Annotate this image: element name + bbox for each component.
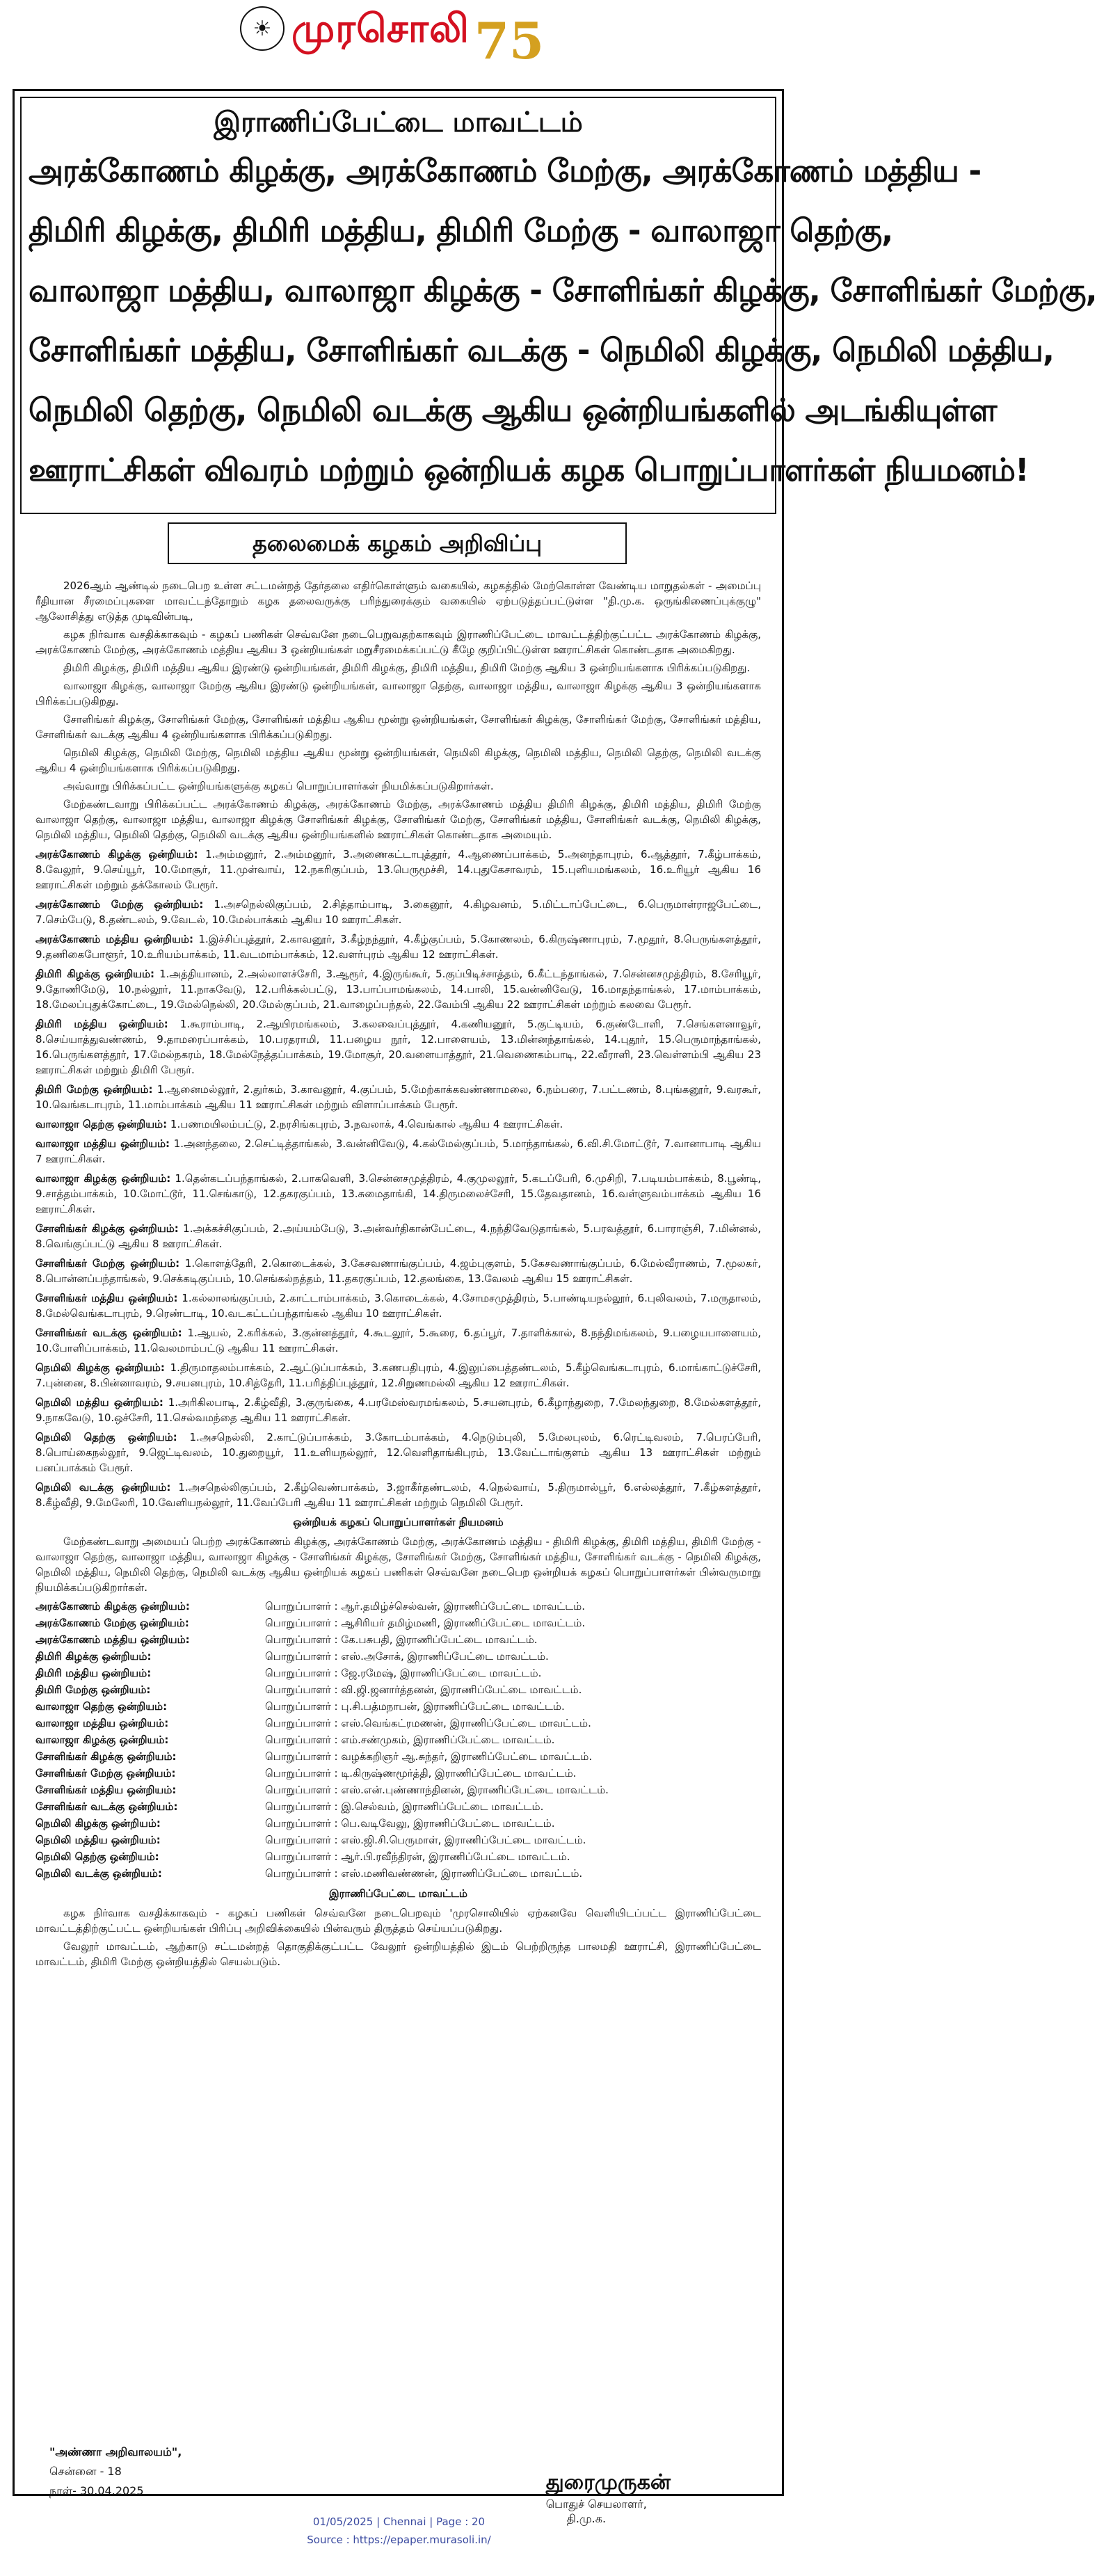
appointment-person: பொறுப்பாளர் : வி.ஜி.ஜனார்த்தனன், இராணிப்பேட்டை மாவட்டம். [265,1683,582,1696]
union-entry [35,1117,761,1132]
anniversary-badge [473,4,550,74]
union-name: திமிரி மேற்கு ஒன்றியம்: [35,1083,153,1096]
union-panchayats: 1.இச்சிப்புத்தூர், 2.காவனூர், 3.கீழ்நந்தூர், 4.கீழ்குப்பம், 5.கோணலம், 6.கிருஷ்ணாபுரம், 7.மூதூர், 8.பெருங்களத்தூர், 9.தணிகைபோளூர், 10.உரியம்பாக்கம், 11.வடமாம்பாக்கம், 12.வளர்புரம் ஆகிய 12 ஊராட்சிகள். [35,933,761,961]
appointment-union: சோளிங்கர் கிழக்கு ஒன்றியம்: [35,1750,177,1763]
union-panchayats: 1.பணமயிலம்பட்டு, 2.நரசிங்கபுரம், 3.நவலாக், 4.வெங்கால் ஆகிய 4 ஊராட்சிகள். [170,1118,563,1130]
closing-paragraph: வேலூர் மாவட்டம், ஆற்காடு சட்டமன்றத் தொகுதிக்குட்பட்ட வேலூர் ஒன்றியத்தில் இடம் பெற்றிருந்த பாலமதி ஊராட்சி, இராணிப்பேட்டை மாவட்டம், திமிரி மேற்கு ஒன்றியத்தில் செயல்படும். [35,1940,761,1968]
appointment-row [35,1815,761,1832]
masthead [0,0,798,82]
union-name: நெமிலி தெற்கு ஒன்றியம்: [35,1431,177,1443]
union-entry [35,1136,761,1167]
intro-paragraph: நெமிலி கிழக்கு, நெமிலி மேற்கு, நெமிலி மத்திய ஆகிய மூன்று ஒன்றியங்கள், நெமிலி கிழக்கு, நெமிலி மத்திய, நெமிலி தெற்கு, நெமிலி வடக்கு ஆகிய 4 ஒன்றியங்களாக பிரிக்கப்படுகிறது. [35,746,761,774]
anniversary-number: 75 [474,11,545,70]
district-title: இராணிப்பேட்டை மாவட்டம் [214,106,583,138]
appointment-person: பொறுப்பாளர் : எஸ்.மணிவண்ணன், இராணிப்பேட்டை மாவட்டம். [265,1867,583,1880]
appointment-person: பொறுப்பாளர் : டி.கிருஷ்ணமூர்த்தி, இராணிப்பேட்டை மாவட்டம். [265,1767,577,1779]
notice-label: தலைமைக் கழகம் அறிவிப்பு [168,522,627,564]
appointment-person: பொறுப்பாளர் : ஆர்.பி.ரவீந்திரன், இராணிப்பேட்டை மாவட்டம். [265,1850,570,1863]
signatory-name: துரைமுருகன் [545,2470,671,2495]
union-panchayats: 1.அனந்தலை, 2.செட்டித்தாங்கல், 3.வன்னிவேடு, 4.கல்மேல்குப்பம், 5.மாந்தாங்கல், 6.வி.சி.மோட்டூர், 7.வானாபாடி ஆகிய 7 ஊராட்சிகள். [35,1137,761,1165]
appointment-row [35,1631,761,1648]
appointment-union: திமிரி மத்திய ஒன்றியம்: [35,1667,152,1679]
notice-body [35,578,761,1972]
appointment-row [35,1615,761,1631]
appointment-person: பொறுப்பாளர் : ஜே.ரமேஷ், இராணிப்பேட்டை மாவட்டம். [265,1667,542,1679]
appointment-row [35,1731,761,1748]
appointment-union: வாலாஜா கிழக்கு ஒன்றியம்: [35,1734,169,1746]
union-name: திமிரி மத்திய ஒன்றியம்: [35,1018,168,1030]
headline-line: அரக்கோணம் கிழக்கு, அரக்கோணம் மேற்கு, அரக்கோணம் மத்திய - [29,152,982,189]
appointment-union: அரக்கோணம் கிழக்கு ஒன்றியம்: [35,1600,190,1613]
appointment-row [35,1748,761,1765]
union-panchayats: 1.தென்கடப்பந்தாங்கல், 2.பாகவெளி, 3.சென்னசமுத்திரம், 4.குமுலலூர், 5.கடப்பேரி, 6.முசிறி, 7.படியம்பாக்கம், 8.பூண்டி, 9.சாத்தம்பாக்கம், 10.மோட்டூர், 11.செங்காடு, 12.தகரகுப்பம், 13.சுமைதாங்கி, 14.திருமலைச்சேரி, 15.தேவதானம், 16.வள்ளுவம்பாக்கம் ஆகிய 16 ஊராட்சிகள். [35,1172,761,1215]
union-panchayats: 1.கூராம்பாடி, 2.ஆயிரமங்கலம், 3.கலவைப்புத்தூர், 4.கணியனூர், 5.குட்டியம், 6.குண்டோளி, 7.செங்களனாவூர், 8.செய்யாத்துவண்ணம், 9.தாமரைப்பாக்கம், 10.பரதராமி, 11.பழைய நூர், 12.பாளையம், 13.மின்னந்தாங்கல், 14.புதூர், 15.பெருமாந்தாங்கல், 16.பெருங்களத்தூர், 17.மேல்நகரம், 18.மேல்நேத்தப்பாக்கம், 19.மோசூர், 20.வளையாத்தூர், 21.வெணைகம்பாடி, 22.வீராளி, 23.வெள்ளம்பி ஆகிய 23 ஊராட்சிகள் மற்றும் திமிரி பேரூர். [35,1018,761,1076]
union-entry [35,1290,761,1321]
union-panchayats: 1.அத்தியானம், 2.அல்லாளச்சேரி, 3.ஆரூர், 4.இருங்கூர், 5.குப்பிடிச்சாத்தம், 6.கீட்டந்தாங்கல், 7.சென்னசமுத்திரம், 8.சேரியூர், 9.தோணிமேடு, 10.நல்லூர், 11.நாகவேடு, 12.பரிக்கல்பட்டு, 13.பாப்பாமங்கலம், 14.பாலி, 15.வன்னிவேடு, 16.மாதந்தாங்கல், 17.மாம்பாக்கம், 18.மேலப்புதுக்கோட்டை, 19.மேல்நெல்லி, 20.மேல்குப்பம், 21.வாழைப்பந்தல், 22.வேம்பி ஆகிய 22 ஊராட்சிகள் மற்றும் கலவை பேரூர். [35,968,761,1011]
union-panchayats: 1.அசநெல்லி, 2.காட்டுப்பாக்கம், 3.கோடம்பாக்கம், 4.நெடும்புலி, 5.மேலபுலம், 6.ரெட்டிவலம், 7.பெரப்பேரி, 8.பொய்கைநல்லூர், 9.ஜெட்டிவலம், 10.துறையூர், 11.உளியநல்லூர், 12.வெளிதாங்கிபுரம், 13.வேட்டாங்குளம் ஆகிய 13 ஊராட்சிகள் மற்றும் பனப்பாக்கம் பேரூர். [35,1431,761,1474]
appointment-union: வாலாஜா தெற்கு ஒன்றியம்: [35,1700,168,1713]
union-name: நெமிலி கிழக்கு ஒன்றியம்: [35,1361,165,1374]
union-name: சோளிங்கர் மேற்கு ஒன்றியம்: [35,1257,180,1270]
appointment-person: பொறுப்பாளர் : பெ.வடிவேலு, இராணிப்பேட்டை மாவட்டம். [265,1817,555,1830]
signatory-designation: பொதுச் செயலாளர், [545,2497,647,2511]
page-footer-source[interactable]: Source : https://epaper.murasoli.in/ [307,2534,491,2546]
union-panchayats: 1.ஆனைமல்லூர், 2.துர்கம், 3.காவனூர், 4.குப்பம், 5.மேற்காக்கவண்ணாமலை, 6.நம்பரை, 7.பட்டணம், 8.புங்கனூர், 9.வரகூர், 10.வெங்கடாபுரம், 11.மாம்பாக்கம் ஆகிய 11 ஊராட்சிகள் மற்றும் விளாப்பாக்கம் பேரூர். [35,1083,761,1111]
union-name: நெமிலி வடக்கு ஒன்றியம்: [35,1481,171,1494]
union-name: சோளிங்கர் வடக்கு ஒன்றியம்: [35,1327,182,1339]
headline-line: ஊராட்சிகள் விவரம் மற்றும் ஒன்றியக் கழக பொறுப்பாளர்கள் நியமனம்! [29,451,1029,488]
appointment-row [35,1598,761,1615]
union-entry [35,1171,761,1217]
masthead-title: முரசொலி [291,6,470,51]
appointment-row [35,1848,761,1865]
footer-city: சென்னை - 18 [49,2465,122,2478]
union-entry [35,1325,761,1356]
signatory-party: தி.மு.க. [566,2512,607,2525]
union-entry [35,847,761,893]
union-entry [35,931,761,962]
union-entry [35,1430,761,1475]
union-panchayats: 1.அரிகிலபாடி, 2.கீழ்வீதி, 3.குருங்கை, 4.பரமேஸ்வரமங்கலம், 5.சயனபுரம், 6.கீழாந்துறை, 7.மேலந்துறை, 8.மேல்களத்தூர், 9.நாகவேடு, 10.ஒச்சேரி, 11.செல்வமந்தை ஆகிய 11 ஊராட்சிகள். [35,1396,761,1424]
appointment-person: பொறுப்பாளர் : வழக்கறிஞர் ஆ.சுந்தர், இராணிப்பேட்டை மாவட்டம். [265,1750,593,1763]
union-name: நெமிலி மத்திய ஒன்றியம்: [35,1396,163,1409]
union-panchayats: 1.திருமாதலம்பாக்கம், 2.ஆட்டுப்பாக்கம், 3.கணபதிபுரம், 4.இலுப்பைத்தண்டலம், 5.கீழ்வெங்கடாபுரம், 6.மாங்காட்டுச்சேரி, 7.புன்னை, 8.பின்னாவரம், 9.சயனபுரம், 10.சித்தேரி, 11.பரித்திப்புத்தூர், 12.சிறுணமல்லி ஆகிய 12 ஊராட்சிகள். [35,1361,762,1389]
appointment-person: பொறுப்பாளர் : எஸ்.ஜி.சி.பெருமாள், இராணிப்பேட்டை மாவட்டம். [265,1834,586,1846]
union-panchayats: 1.அசநெல்லிகுப்பம், 2.சித்தாம்பாடி, 3.கைனூர், 4.கிழவனம், 5.மிட்டாப்பேட்டை, 6.பெருமாள்ராஜபேட்டை, 7.செம்பேடு, 8.தண்டலம், 9.வேடல், 10.மேல்பாக்கம் ஆகிய 10 ஊராட்சிகள். [35,898,762,926]
union-entry [35,1221,761,1251]
union-name: அரக்கோணம் மத்திய ஒன்றியம்: [35,933,193,945]
appointment-person: பொறுப்பாளர் : ஆர்.தமிழ்ச்செல்வன், இராணிப்பேட்டை மாவட்டம். [265,1600,585,1613]
union-entry [35,1395,761,1425]
appointment-person: பொறுப்பாளர் : பு.சி.பத்மநாபன், இராணிப்பேட்டை மாவட்டம். [265,1700,565,1713]
appointment-union: திமிரி மேற்கு ஒன்றியம்: [35,1683,151,1696]
party-emblem-icon: ☀ [240,6,285,51]
footer-address [49,2442,182,2501]
intro-paragraph: மேற்கண்டவாறு பிரிக்கப்பட்ட அரக்கோணம் கிழக்கு, அரக்கோணம் மேற்கு, அரக்கோணம் மத்திய திமிரி கிழக்கு, திமிரி மத்திய, திமிரி மேற்கு வாலாஜா தெற்கு, வாலாஜா மத்திய, வாலாஜா கிழக்கு சோளிங்கர் கிழக்கு, சோளிங்கர் மேற்கு, சோளிங்கர் மத்திய, சோளிங்கர் வடக்கு, நெமிலி கிழக்கு, நெமிலி மத்திய, நெமிலி தெற்கு, நெமிலி வடக்கு ஆகிய ஒன்றியங்களில் ஊராட்சிகள் கொண்டதாக அமையும். [35,798,761,841]
appointment-row [35,1681,761,1698]
appointment-person: பொறுப்பாளர் : எஸ்.அசோக், இராணிப்பேட்டை மாவட்டம். [265,1650,549,1663]
appointments-heading: ஒன்றியக் கழகப் பொறுப்பாளர்கள் நியமனம் [293,1516,504,1528]
union-panchayats: 1.ஆயல், 2.கரிக்கல், 3.குன்னத்தூர், 4.கூடலூர், 5.கூரை, 6.தப்பூர், 7.தாளிக்கால், 8.நந்திமங்கலம், 9.பழையபாளையம், 10.போளிப்பாக்கம், 11.வெலமாம்பட்டு ஆகிய 11 ஊராட்சிகள். [35,1327,761,1354]
appointment-union: நெமிலி மத்திய ஒன்றியம்: [35,1834,161,1846]
footer-date: நாள்- 30.04.2025 [49,2484,144,2497]
intro-paragraph: கழக நிர்வாக வசதிக்காகவும் - கழகப் பணிகள் செவ்வனே நடைபெறுவதற்காகவும் இராணிப்பேட்டை மாவட்டத்திற்குட்பட்ட அரக்கோணம் கிழக்கு, அரக்கோணம் மேற்கு, அரக்கோணம் மத்திய ஆகிய 3 ஒன்றியங்கள் மறுசீரமைக்கப்பட்டு கீழே குறிப்பிட்டுள்ள ஊராட்சிகள் கொண்டதாக அமைகிறது. [35,628,761,656]
appointment-row [35,1698,761,1715]
union-name: வாலாஜா கிழக்கு ஒன்றியம்: [35,1172,171,1185]
union-panchayats: 1.அசநெல்லிகுப்பம், 2.கீழ்வெண்பாக்கம், 3.ஜாகீர்தண்டலம், 4.நெல்வாய், 5.திருமால்பூர், 6.எல்லத்தூர், 7.கீழ்களத்தூர், 8.கீழ்வீதி, 9.மேலேரி, 10.வேளியநல்லூர், 11.வேப்பேரி ஆகிய 11 ஊராட்சிகள் மற்றும் நெமிலி பேரூர். [35,1481,761,1509]
appointment-union: நெமிலி கிழக்கு ஒன்றியம்: [35,1817,161,1830]
appointment-union: அரக்கோணம் மத்திய ஒன்றியம்: [35,1633,190,1646]
union-entry [35,897,761,927]
appointment-row [35,1765,761,1782]
intro-paragraph: 2026ஆம் ஆண்டில் நடைபெற உள்ள சட்டமன்றத் தேர்தலை எதிர்கொள்ளும் வகையில், கழகத்தில் மேற்கொள்ள வேண்டிய மாறுதல்கள் - அமைப்பு ரீதியான சீரமைப்புகளை மாவட்டந்தோறும் கழக தலைவருக்கு பரிந்துரைக்கும் வகையில் ஏற்படுத்தப்பட்டுள்ள "தி.மு.க. ஒருங்கிணைப்புக்குழு" ஆலோசித்து எடுத்த முடிவின்படி, [35,579,761,623]
unions-list [35,847,761,1510]
page-footer [0,2513,798,2549]
union-entry [35,1256,761,1286]
appointment-person: பொறுப்பாளர் : கே.பசுபதி, இராணிப்பேட்டை மாவட்டம். [265,1633,538,1646]
appointment-person: பொறுப்பாளர் : ஆசிரியர் தமிழ்மணி, இராணிப்பேட்டை மாவட்டம். [265,1617,586,1629]
intro-paragraph: திமிரி கிழக்கு, திமிரி மத்திய ஆகிய இரண்டு ஒன்றியங்கள், திமிரி கிழக்கு, திமிரி மத்திய, திமிரி மேற்கு ஆகிய 3 ஒன்றியங்களாக பிரிக்கப்படுகிறது. [63,662,751,674]
intro-paragraph: அவ்வாறு பிரிக்கப்பட்ட ஒன்றியங்களுக்கு கழகப் பொறுப்பாளர்கள் நியமிக்கப்படுகிறார்கள். [63,780,494,792]
appointment-row [35,1665,761,1681]
union-name: வாலாஜா மத்திய ஒன்றியம்: [35,1137,170,1150]
union-entry [35,1016,761,1078]
union-panchayats: 1.கல்லாலங்குப்பம், 2.காட்டாம்பாக்கம், 3.கொடைக்கல், 4.சோமசமுத்திரம், 5.பாண்டியநல்லூர், 6.புலிவலம், 7.மருதாலம், 8.மேல்வெங்கடாபுரம், 9.ரெண்டாடி, 10.வடகட்டப்பந்தாங்கல் ஆகிய 10 ஊராட்சிகள். [35,1292,761,1320]
footer-place: "அண்ணா அறிவாலயம்", [49,2445,182,2458]
headline-line: வாலாஜா மத்திய, வாலாஜா கிழக்கு - சோளிங்கர் கிழக்கு, சோளிங்கர் மேற்கு, [29,272,1097,309]
appointment-row [35,1715,761,1731]
union-name: சோளிங்கர் கிழக்கு ஒன்றியம்: [35,1222,179,1235]
headline-line: திமிரி கிழக்கு, திமிரி மத்திய, திமிரி மேற்கு - வாலாஜா தெற்கு, [29,212,893,249]
appointment-union: அரக்கோணம் மேற்கு ஒன்றியம்: [35,1617,189,1629]
appointment-person: பொறுப்பாளர் : எஸ்.வெங்கட்ரமணன், இராணிப்பேட்டை மாவட்டம். [265,1717,591,1729]
page-footer-info: 01/05/2025 | Chennai | Page : 20 [312,2515,486,2528]
intro-paragraph: வாலாஜா கிழக்கு, வாலாஜா மேற்கு ஆகிய இரண்டு ஒன்றியங்கள், வாலாஜா தெற்கு, வாலாஜா மத்திய, வாலாஜா கிழக்கு ஆகிய 3 ஒன்றியங்களாக பிரிக்கப்படுகிறது. [35,680,761,707]
closing-paragraph: கழக நிர்வாக வசதிக்காகவும் - கழகப் பணிகள் செவ்வனே நடைபெறவும் 'முரசொலியில் ஏற்கனவே வெளியிடப்பட்ட இராணிப்பேட்டை மாவட்டத்திற்குட்பட்ட ஒன்றியங்கள் பிரிப்பு அறிவிக்கையில் பின்வரும் திருத்தம் செய்யப்படுகிறது. [35,1907,761,1935]
appointment-union: நெமிலி வடக்கு ஒன்றியம்: [35,1867,162,1880]
appointment-row [35,1648,761,1665]
masthead-logo [240,4,470,53]
notice-footer [35,2442,761,2568]
headline-line: நெமிலி தெற்கு, நெமிலி வடக்கு ஆகிய ஒன்றியங்களில் அடங்கியுள்ள [29,392,997,429]
headline-box [20,97,1097,514]
union-name: அரக்கோணம் கிழக்கு ஒன்றியம்: [35,848,198,861]
appointment-person: பொறுப்பாளர் : எம்.சண்முகம், இராணிப்பேட்டை மாவட்டம். [265,1734,555,1746]
appointment-union: சோளிங்கர் வடக்கு ஒன்றியம்: [35,1800,178,1813]
intro-paragraph: சோளிங்கர் கிழக்கு, சோளிங்கர் மேற்கு, சோளிங்கர் மத்திய ஆகிய மூன்று ஒன்றியங்கள், சோளிங்கர் கிழக்கு, சோளிங்கர் மேற்கு, சோளிங்கர் மத்திய, சோளிங்கர் வடக்கு ஆகிய 4 ஒன்றியங்களாக பிரிக்கப்படுகிறது. [35,713,761,741]
appointment-row [35,1782,761,1798]
union-entry [35,1360,761,1391]
appointments-list [35,1598,761,1882]
appointment-person: பொறுப்பாளர் : இ.செல்வம், இராணிப்பேட்டை மாவட்டம். [265,1800,544,1813]
appointment-union: நெமிலி தெற்கு ஒன்றியம்: [35,1850,159,1863]
union-entry [35,1082,761,1112]
union-name: சோளிங்கர் மத்திய ஒன்றியம்: [35,1292,178,1304]
closing-heading: இராணிப்பேட்டை மாவட்டம் [329,1887,467,1900]
union-panchayats: 1.அம்மனூர், 2.அம்மனூர், 3.அணைகட்டாபுத்தூர், 4.ஆணைப்பாக்கம், 5.அனந்தாபுரம், 6.ஆத்தூர், 7.கீழ்பாக்கம், 8.வேலூர், 9.செய்யூர், 10.மோசூர், 11.முள்வாய், 12.நகரிகுப்பம், 13.பெருமூச்சி, 14.புதுகேசாவரம், 15.புளியமங்கலம், 16.உரியூர் ஆகிய 16 ஊராட்சிகள் மற்றும் தக்கோலம் பேரூர். [35,848,762,891]
union-panchayats: 1.அக்கச்சிகுப்பம், 2.அய்யம்பேடு, 3.அன்வர்திகான்பேட்டை, 4.நந்திவேடுதாங்கல், 5.பரவத்தூர், 6.பாராஞ்சி, 7.மின்னல், 8.வெங்குப்பட்டு ஆகிய 8 ஊராட்சிகள். [35,1222,761,1250]
appointments-intro: மேற்கண்டவாறு அமையப் பெற்ற அரக்கோணம் கிழக்கு, அரக்கோணம் மேற்கு, அரக்கோணம் மத்திய - திமிரி கிழக்கு, திமிரி மத்திய, திமிரி மேற்கு - வாலாஜா தெற்கு, வாலாஜா மத்திய, வாலாஜா கிழக்கு - சோளிங்கர் கிழக்கு, சோளிங்கர் மேற்கு, சோளிங்கர் மத்திய, சோளிங்கர் வடக்கு - நெமிலி கிழக்கு, நெமிலி மத்திய, நெமிலி தெற்கு, நெமிலி வடக்கு ஆகிய ஒன்றியக் கழகப் பணிகள் செவ்வனே நடைபெற ஒன்றியக் கழகப் பொறுப்பாளர்கள் பின்வருமாறு நியமிக்கப்படுகிறார்கள். [35,1535,761,1594]
headline-line: சோளிங்கர் மத்திய, சோளிங்கர் வடக்கு - நெமிலி கிழக்கு, நெமிலி மத்திய, [29,332,1054,369]
union-name: திமிரி கிழக்கு ஒன்றியம்: [35,968,155,980]
union-name: வாலாஜா தெற்கு ஒன்றியம்: [35,1118,168,1130]
appointment-union: சோளிங்கர் மத்திய ஒன்றியம்: [35,1784,177,1796]
union-name: அரக்கோணம் மேற்கு ஒன்றியம்: [35,898,204,911]
appointment-row [35,1865,761,1882]
appointment-person: பொறுப்பாளர் : எஸ்.என்.புண்ணாந்தினன், இராணிப்பேட்டை மாவட்டம். [265,1784,609,1796]
union-entry [35,1480,761,1510]
union-panchayats: 1.கொளத்தேரி, 2.கொடைக்கல், 3.கேசவணாங்குப்பம், 4.ஜம்புகுளம், 5.கேசவணாங்குப்பம், 6.மேல்வீராணம், 7.மூலகர், 8.பொன்னப்பந்தாங்கல், 9.செக்கடிகுப்பம், 10.செங்கல்நத்தம், 11.தகரகுப்பம், 12.தலங்கை, 13.வேலம் ஆகிய 15 ஊராட்சிகள். [35,1257,761,1285]
appointment-union: வாலாஜா மத்திய ஒன்றியம்: [35,1717,169,1729]
appointment-union: சோளிங்கர் மேற்கு ஒன்றியம்: [35,1767,176,1779]
appointment-union: திமிரி கிழக்கு ஒன்றியம்: [35,1650,152,1663]
appointment-row [35,1832,761,1848]
appointment-row [35,1798,761,1815]
union-entry [35,966,761,1012]
